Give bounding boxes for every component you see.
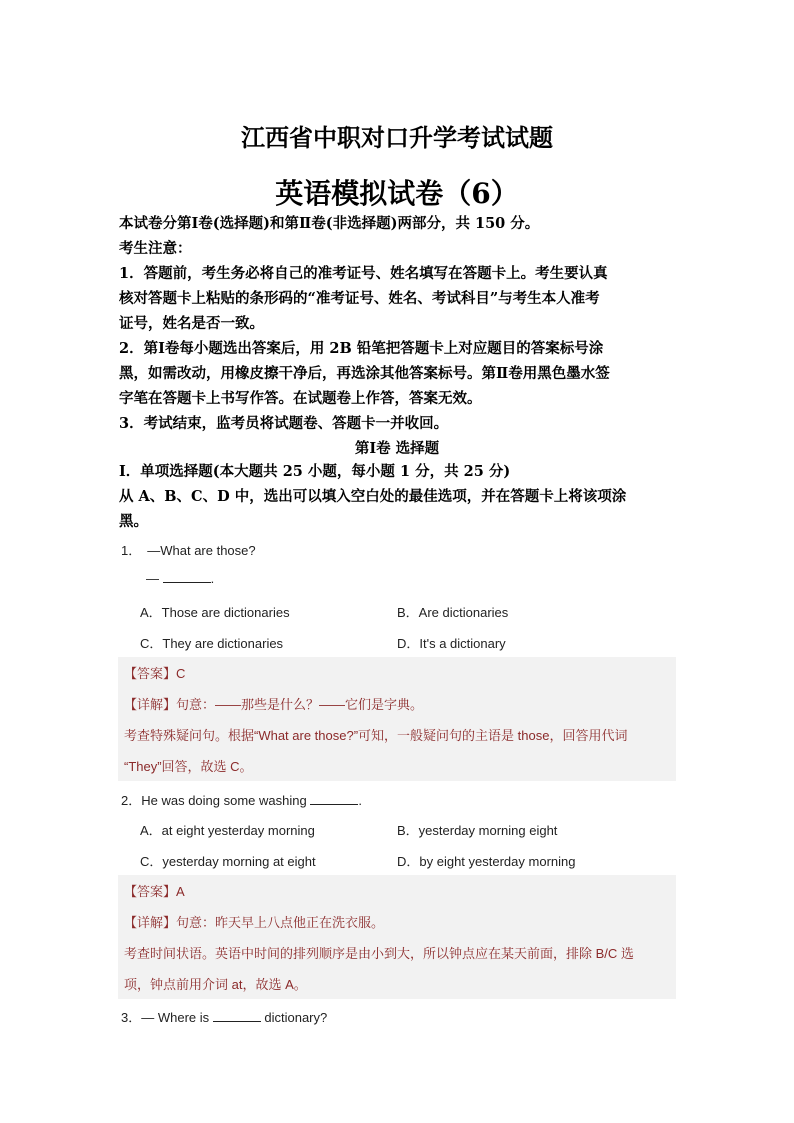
option-d: D．by eight yesterday morning [397,854,576,869]
part1-heading: Ⅰ．单项选择题(本大题共 25 小题，每小题 1 分，共 25 分) [119,463,511,480]
question-2 [121,790,362,809]
answer-box-1 [118,657,676,781]
answer-label: 【答案】A [124,884,185,899]
answer-detail: 【详解】句意：昨天早上八点他正在洗衣服。 [124,915,385,930]
question-3 [121,1007,327,1026]
option-b: B．Are dictionaries [397,605,509,620]
part1-instruction: 从 A、B、C、D 中，选出可以填入空白处的最佳选项，并在答题卡上将该项涂 [119,488,627,505]
answer-explanation-cont: “They”回答，故选 C。 [124,759,253,774]
page-title: 江西省中职对口升学考试试题 [241,123,553,152]
note-1-cont: 证号，姓名是否一致。 [119,315,264,332]
answer-explanation: 考查时间状语。英语中时间的排列顺序是由小到大，所以钟点应在某天前面，排除 B/C 选 [124,946,634,961]
question-stem: —What are those? [147,543,256,558]
option-a: A．at eight yesterday morning [140,823,315,838]
answer-explanation: 考查特殊疑问句。根据“What are those?”可知，一般疑问句的主语是 those，回答用代词 [124,728,628,743]
question-stem: — Where is [141,1010,213,1025]
answer-label: 【答案】C [124,666,186,681]
option-a: A．Those are dictionaries [140,605,290,620]
note-2-cont: 黑，如需改动，用橡皮擦干净后，再选涂其他答案标号。第Ⅱ卷用黑色墨水签 [119,365,610,382]
answer-blank [310,794,358,805]
page-subtitle: 英语模拟试卷（6） [275,177,519,210]
note-1-cont: 核对答题卡上粘贴的条形码的“准考证号、姓名、考试科目”与考生本人准考 [119,290,600,307]
stem-end: . [210,571,215,586]
option-b: B．yesterday morning eight [397,823,558,838]
note-2-cont: 字笔在答题卡上书写作答。在试题卷上作答，答案无效。 [119,390,482,407]
answer-detail: 【详解】句意：——那些是什么？——它们是字典。 [124,697,424,712]
answer-blank [163,572,211,583]
answer-explanation-cont: 项，钟点前用介词 at，故选 A。 [124,977,307,992]
answer-box-2 [118,875,676,999]
intro-line: 本试卷分第Ⅰ卷(选择题)和第Ⅱ卷(非选择题)两部分，共 150 分。 [119,215,540,232]
question-1-response [146,571,214,586]
option-c: C．yesterday morning at eight [140,854,316,869]
question-number: 2． [121,793,142,808]
stem-end: . [358,793,362,808]
part1-instruction-cont: 黑。 [119,513,148,530]
question-1 [121,540,256,559]
option-d: D．It's a dictionary [397,636,506,651]
question-number: 3． [121,1010,142,1025]
question-stem: He was doing some washing [141,793,311,808]
intro-block [119,211,679,436]
part1-block [119,459,679,534]
note-2: 2．第Ⅰ卷每小题选出答案后，用 2B 铅笔把答题卡上对应题目的答案标号涂 [119,340,604,357]
option-c: C．They are dictionaries [140,636,284,651]
section-title: 第Ⅰ卷 选择题 [354,440,440,457]
question-number: 1． [121,543,142,558]
response-dash: — [146,571,163,586]
note-3: 3．考试结束，监考员将试题卷、答题卡一并收回。 [119,415,449,432]
note-1: 1．答题前，考生务必将自己的准考证号、姓名填写在答题卡上。考生要认真 [119,265,608,282]
stem-end: dictionary? [260,1010,328,1025]
intro-line: 考生注意： [119,240,192,257]
answer-blank [213,1011,261,1022]
